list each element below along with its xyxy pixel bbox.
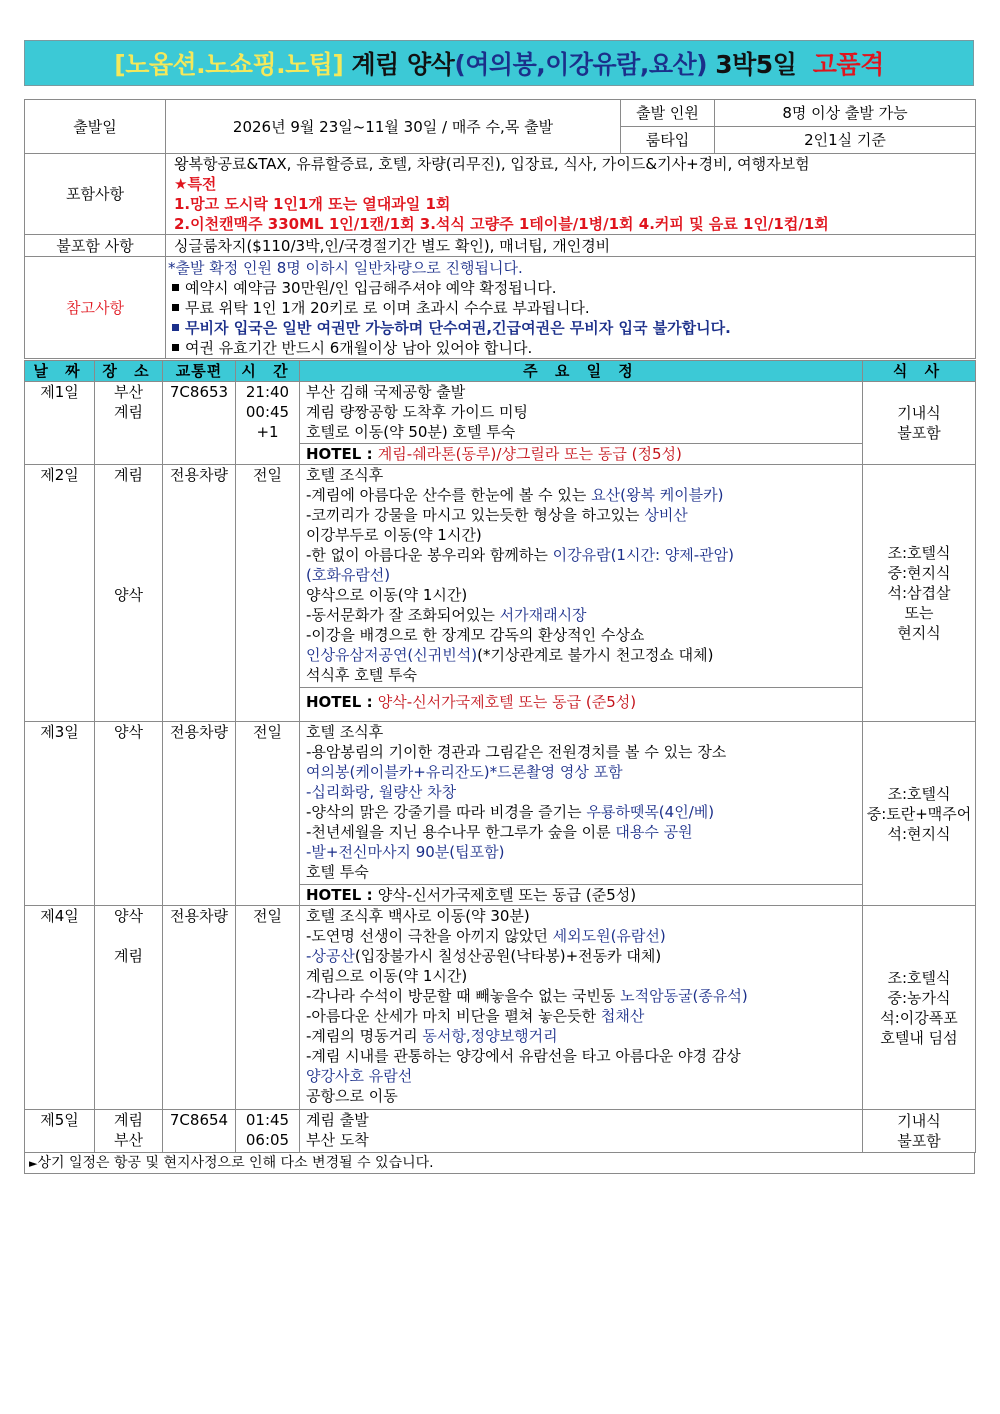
day-itinerary: 계림 출발 부산 도착 [300,1110,863,1153]
day-transport: 7C8653 [163,382,236,465]
schedule-table [24,360,976,1153]
title-grade: 고품격 [812,50,884,79]
page-title [24,40,974,86]
header-meal: 식 사 [863,361,976,382]
header-time: 시 간 [236,361,300,382]
title-prefix: [노옵션.노쇼핑.노팁] [114,50,344,79]
day-meal: 기내식 불포함 [863,1110,976,1153]
day-row [25,382,976,465]
day-time: 전일 [236,465,300,722]
day-row [25,906,976,1110]
note-item: 무료 위탁 1인 1개 20키로 로 이며 초과시 수수료 부과됩니다. [166,298,975,318]
special-line-2: 2.이천캔맥주 330ML 1인/1캔/1회 3.석식 고량주 1테이블/1병/1회 4.커피 및 음료 1인/1컵/1회 [174,215,829,233]
day-meal: 조:호텔식 중:현지식 석:삼겹살 또는 현지식 [863,465,976,722]
day-transport: 전용차량 [163,465,236,722]
day-label: 제4일 [25,906,95,1110]
day-place: 부산 계림 [95,382,163,465]
excluded-value: 싱글룸차지($110/3박,인/국경절기간 별도 확인), 매너팁, 개인경비 [166,235,976,257]
day-label: 제1일 [25,382,95,465]
arrow-icon: ► [29,1157,38,1170]
day-transport: 7C8654 [163,1110,236,1153]
day-place: 계림 부산 [95,1110,163,1153]
day-transport: 전용차량 [163,722,236,906]
departure-value: 2026년 9월 23일~11월 30일 / 매주 수,목 출발 [166,100,621,154]
note-item: 무비자 입국은 일반 여권만 가능하며 단수여권,긴급여권은 무비자 입국 불가합니다. [166,318,975,338]
special-line-1: 1.망고 도시락 1인1개 또는 열대과일 1회 [174,195,451,213]
day-meal: 조:호텔식 중:농가식 석:이강폭포 호텔내 딤섬 [863,906,976,1110]
day-place: 계림 양삭 [95,465,163,722]
day-itinerary: 호텔 조식후 -계림에 아름다운 산수를 한눈에 볼 수 있는 요산(왕복 케이블카) -코끼리가 강물을 마시고 있는듯한 형상을 하고있는 상비산 이강부두로 이동(약 1시간) -한 없이 아름다운 봉우리와 함께하는 이강유람(1시간: 양제-관암) (호화유람선) 양삭으로 이동(약 1시간) -동서문화가 잘 조화되어있는 서가재래시장 -이강을 배경으로 한 장계모 감독의 환상적인 수상쇼 인상유삼저공연(신귀빈석)(*기상관계로 불가시 천고정쇼 대체) 석식후 호텔 투숙 HOTEL : 양삭-신서가국제호텔 또는 동급 (준5성) [300,465,863,722]
hotel-line: HOTEL : 양삭-신서가국제호텔 또는 동급 (준5성) [300,884,862,905]
included-line: 왕복항공료&TAX, 유류할증료, 호텔, 차량(리무진), 입장료, 식사, 가이드&기사+경비, 여행자보험 [174,155,810,173]
day-time: 21:40 00:45 +1 [236,382,300,465]
hotel-line: HOTEL : 양삭-신서가국제호텔 또는 동급 (준5성) [300,687,862,717]
day-label: 제2일 [25,465,95,722]
room-label: 룸타입 [621,127,715,154]
excluded-label: 불포함 사항 [25,235,166,257]
included-label: 포함사항 [25,154,166,235]
special-title: ★특전 [174,175,217,193]
day-itinerary: 호텔 조식후 백사로 이동(약 30분) -도연명 선생이 극찬을 아끼지 않았던 세외도원(유람선) -상공산(입장불가시 칠성산공원(낙타봉)+전동카 대체) 계림으로 이동(약 1시간) -각나라 수석이 방문할 때 빼놓을수 없는 국빈동 노적암동굴(종유석) -아름다운 산세가 마치 비단을 펼쳐 놓은듯한 첩채산 -계림의 명동거리 동서항,정양보행거리 -계림 시내를 관통하는 양강에서 유람선을 타고 아름다운 야경 감상 양강사호 유람선 공항으로 이동 [300,906,863,1110]
title-main: 계림 양삭 [351,50,455,79]
day-place: 양삭 [95,722,163,906]
note-item: 여권 유효기간 반드시 6개월이상 남아 있어야 합니다. [166,338,975,358]
day-itinerary: 부산 김해 국제공항 출발 계림 량짱공항 도착후 가이드 미팅 호텔로 이동(약 50분) 호텔 투숙 HOTEL : 계림-쉐라톤(동루)/샹그릴라 또는 동급 (정5성) [300,382,863,465]
day-transport: 전용차량 [163,906,236,1110]
min-people-label: 출발 인원 [621,100,715,127]
header-place: 장 소 [95,361,163,382]
notes-label: 참고사항 [25,257,166,359]
info-table [24,99,976,359]
header-date: 날 짜 [25,361,95,382]
day-time: 전일 [236,906,300,1110]
departure-label: 출발일 [25,100,166,154]
note-item: 예약시 예약금 30만원/인 입금해주셔야 예약 확정됩니다. [166,278,975,298]
included-value [166,154,976,235]
footnote [24,1153,975,1174]
hotel-line: HOTEL : 계림-쉐라톤(동루)/샹그릴라 또는 동급 (정5성) [300,443,862,464]
day-row [25,465,976,722]
title-places: (여의봉,이강유람,요산) [454,50,708,79]
notes-value [166,257,976,359]
day-time: 01:45 06:05 [236,1110,300,1153]
min-people-value: 8명 이상 출발 가능 [715,100,976,127]
day-place: 양삭 계림 [95,906,163,1110]
day-label: 제5일 [25,1110,95,1153]
room-value: 2인1실 기준 [715,127,976,154]
day-meal: 기내식 불포함 [863,382,976,465]
note-item: *출발 확정 인원 8명 이하시 일반차량으로 진행됩니다. [168,258,523,277]
day-row [25,1110,976,1153]
title-duration: 3박5일 [715,50,797,79]
day-row [25,722,976,906]
header-itinerary: 주 요 일 정 [300,361,863,382]
day-label: 제3일 [25,722,95,906]
day-meal: 조:호텔식 중:토란+맥주어 석:현지식 [863,722,976,906]
header-transport: 교통편 [163,361,236,382]
footnote-text: 상기 일정은 항공 및 현지사정으로 인해 다소 변경될 수 있습니다. [37,1155,434,1171]
day-itinerary: 호텔 조식후 -용암봉림의 기이한 경관과 그림같은 전원경치를 볼 수 있는 장소 여의봉(케이블카+유리잔도)*드론촬영 영상 포함 -십리화랑, 월량산 차창 -양삭의 맑은 강줄기를 따라 비경을 즐기는 우룡하뗏목(4인/베) -천년세월을 지닌 용수나무 한그루가 숲을 이룬 대용수 공원 -발+전신마사지 90분(팁포함) 호텔 투숙 HOTEL : 양삭-신서가국제호텔 또는 동급 (준5성) [300,722,863,906]
day-time: 전일 [236,722,300,906]
